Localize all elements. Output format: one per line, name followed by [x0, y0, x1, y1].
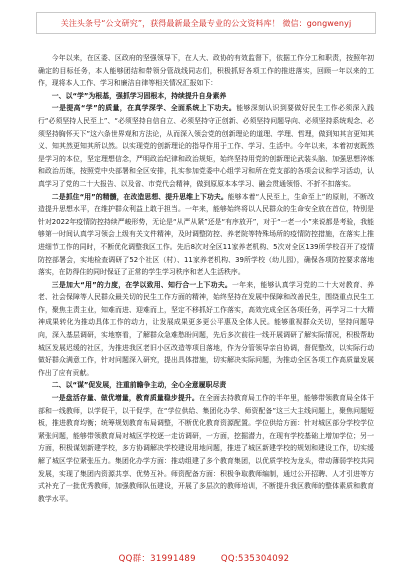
paragraph-text: 在全面去持教育局工作的半年里，能够带领教育局全体干部和一线教师，以学促干，以干促学，在“学位供给、集团化办学、师资配备”这三大主线问题上，聚焦问题短板，推进教育均衡；统筹规划教育布局调整，不断优化教育资源配置。学位供给方面：针对城区部分学校学位紧张问题，能够带领教育局对城区学校逐一走访调研，一方面，挖掘潜力，在现有学校基础上增加学位；另一方面，积极谋划新建学校，多方协调解决学校建设用地问题，推进了城区新建学校的规划和建设工作，切实缓解了城区学位紧张压力。集团化办学方面：推动组建了多个教育集团，以优质学校为龙头，带动薄弱学校共同发展，实现了集团内资源共享、优势互补。师资配备方面：积极争取教师编制，通过公开招聘、人才引进等方式补充了一批优秀教师，加强教师队伍建设，开展了多层次的教师培训，不断提升我区教师的整体素质和教育教学水平。 — [38, 394, 375, 503]
paragraph-learning-application — [38, 279, 374, 380]
paragraph-learning-quality — [38, 102, 374, 190]
subheading-learning-application: 三是加大“用”的力度，在学以致用、知行合一上下功夫。 — [51, 280, 232, 289]
qq-number: QQ:535304092 — [220, 554, 290, 564]
section-heading-one: 一、以“学”为根基，强抓学习固根本，持续提升自身素养 — [51, 91, 227, 100]
paragraph-intro: 今年以来，在区委、区政府的坚强领导下，在人大、政协的有效监督下，依据工作分工和职责，按照年初确定的目标任务，本人能够团结和带领分管战线同志们，积极抓好各项工作的推进落实，回顾一年以来的工作，现将本人工作、学习和廉洁自律等相关情况汇报如下： — [38, 54, 374, 88]
subheading-education: 一是盘活存量、做优增量，教育质量稳步提升。 — [51, 394, 199, 403]
paragraph-text: 一年来，能够认真学习党的二十大对教育、养老、社会保障等人民群众最关切的民生工作方面的精神，始终坚持在发展中保障和改善民生，围绕重点民生工作，聚焦主责主业，知难而进、迎难而上，坚定不移抓好工作落实，高效完成全区各项任务，再学习二十大精神成果转化为推动具体工作的动力，让发展成果更多更公平惠及全体人民。能够重视群众关切，坚持问题导向，深入基层调研，实地察看，了解群众急难愁盼问题，先后多次前往一线开展调研了解实际情况，积极帮助城区发展迟缓的社区，为推进我区老旧小区改造等项目落地，作为分管领导亲自协调，督促整改，以实际行动做好群众满意工作，针对问题深入研究，提出具体措施，切实解决实际问题，为推动全区各项工作高质量发展作出了应有贡献。 — [38, 280, 374, 377]
qq-group-number: QQ群：31991489 — [118, 554, 196, 564]
promo-banner: 关注头条号“公文研究”，获得最新最全最专业的公文资料库！ 微信：gongwenyj — [36, 12, 376, 34]
paragraph-text: 能够深刻认识到要做好民生工作必须深入践行“必须坚持人民至上”、“必须坚持自信自立、必须坚持守正创新、必须坚持问题导向、必须坚持系统观念、必须坚持胸怀天下”这六条世界观和方法论，从而深入领会党的创新理论的道理、学理、哲理，做到知其言更知其义、知其然更知其所以然。以实现党的创新理论的指导作用于工作、学习、生活中。今年以来，本着初衷既然是学习的本位，坚定理想信念，严明政治纪律和政治规矩，始终坚持用党的创新理论武装头脑、加强思想淬炼和政治历练，按照党中央部署和全区安排，扎实参加党委中心组学习和所在党支部的各项会议和学习活动，认真学习了党的二十大报告、以及省、市党代会精神，做到原原本本学习、融会贯通领悟、不折不扣落实。 — [38, 104, 374, 188]
section-heading-two: 二、以“谋”促发展，注重前瞻争主动，全心全意履职尽责 — [51, 381, 227, 390]
subheading-learning-essence: 二是抓住“用”的精髓，在改造思想、提升思维上下功夫。 — [51, 192, 228, 201]
paragraph-learning-essence — [38, 191, 374, 279]
paragraph-text: 能够本着“人民至上，生命至上”的原则，不断改造提升思想水平，在维护群众利益上敢于担当。一年来，能够始终将以人民群众的生命安全放在首位，特别是针对2022年疫情防控持续严峻形势，无论是“从严从紧”还是“有序放开”，对于“一老一小”来说都是考验，我能够第一时间认真学习领会上级有关文件精神，及时调整防控、养老院等特殊场所的疫情防控措施，在落实上推进细节工作的同时，不断优化调整我区工作。先后8次对全区11家养老机构、5次对全区139所学校召开了疫情防控部署会，实地检查调研了52个社区（村）、11家养老机构、39所学校（幼儿园），确保各项防控要求落地落实，在防得住的同时保证了正常的学生学习秩序和老人生活秩序。 — [38, 192, 375, 277]
contact-footer — [0, 552, 408, 564]
document-body — [38, 52, 374, 505]
paragraph-education — [38, 392, 374, 505]
subheading-learning-quality: 一是提高“学”的质量，在真学深学、全面系统上下功夫。 — [51, 104, 237, 113]
